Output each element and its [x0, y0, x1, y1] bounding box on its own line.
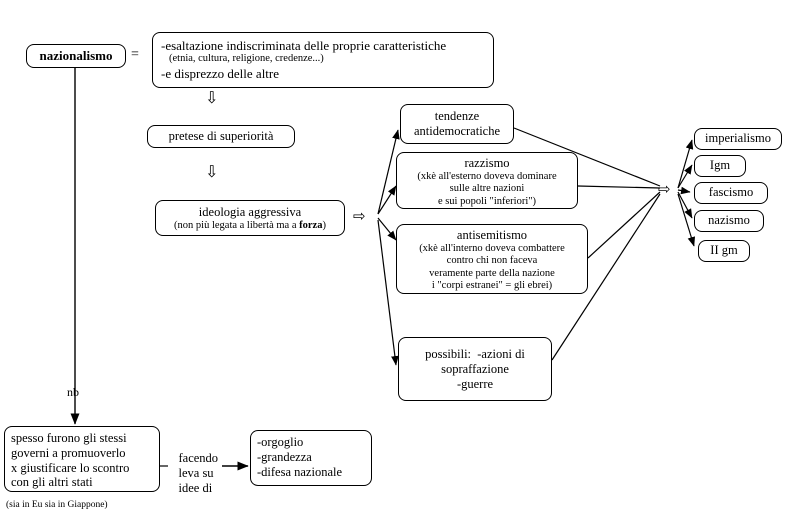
- nb-label: nb: [67, 385, 79, 399]
- node-nazionalismo[interactable]: [26, 44, 126, 68]
- definizione-line1: -esaltazione indiscriminata delle proprie caratteristiche: [161, 38, 447, 53]
- tendenze-line1: tendenze: [434, 109, 480, 123]
- down-arrow-2-icon: ⇩: [205, 162, 219, 181]
- node-nazionalismo-label: nazionalismo: [39, 48, 113, 63]
- node-antisemitismo[interactable]: [396, 224, 588, 294]
- possibili-line1: possibili: -azioni di: [425, 347, 525, 361]
- giappone-note: (sia in Eu sia in Giappone): [6, 500, 108, 510]
- equals-sign: =: [131, 47, 139, 62]
- ii-gm-label: II gm: [710, 243, 738, 257]
- ideologia-line2: [156, 220, 344, 232]
- orgoglio-line3: -difesa nazionale: [257, 464, 343, 479]
- ideologia-line1: ideologia aggressiva: [198, 205, 302, 219]
- nazismo-label: nazismo: [708, 213, 750, 227]
- node-razzismo[interactable]: [396, 152, 578, 209]
- governi-line2: governi a promuoverlo: [11, 445, 126, 460]
- razzismo-line3: sulle altre nazioni: [449, 183, 525, 195]
- ideologia-line2-b: forza: [299, 219, 323, 231]
- possibili-line2: sopraffazione: [441, 361, 509, 376]
- imperialismo-label: imperialismo: [705, 131, 771, 145]
- node-orgoglio[interactable]: [250, 430, 372, 486]
- orgoglio-line1: -orgoglio: [257, 435, 304, 449]
- down-arrow-1-icon: ⇩: [205, 88, 219, 107]
- node-fascismo[interactable]: [694, 182, 768, 204]
- right-arrow-2-icon: ⇨: [658, 180, 671, 198]
- governi-line1: spesso furono gli stessi: [11, 431, 127, 445]
- facendo-leva-line3: idee di: [178, 481, 213, 495]
- orgoglio-line2: -grandezza: [257, 449, 312, 464]
- node-tendenze-antidemocratiche[interactable]: [400, 104, 514, 144]
- node-possibili-azioni[interactable]: [398, 337, 552, 401]
- antisemitismo-line1: antisemitismo: [456, 228, 528, 242]
- antisemitismo-line3: contro chi non faceva: [446, 255, 538, 267]
- igm-label: Igm: [709, 158, 731, 172]
- node-igm[interactable]: [694, 155, 746, 177]
- node-imperialismo[interactable]: [694, 128, 782, 150]
- node-ideologia-aggressiva[interactable]: [155, 200, 345, 236]
- ideologia-line2-a: (non più legata a libertà ma a: [174, 219, 300, 231]
- node-definizione[interactable]: [152, 32, 494, 88]
- possibili-line3: -guerre: [456, 376, 494, 391]
- razzismo-line1: razzismo: [464, 156, 510, 170]
- facendo-leva-line2: leva su: [178, 466, 214, 480]
- facendo-leva-text: [166, 436, 218, 511]
- ideologia-line2-c: ): [322, 219, 326, 231]
- facendo-leva-line1: facendo: [178, 451, 219, 465]
- antisemitismo-line4: veramente parte della nazione: [429, 267, 555, 279]
- governi-line3: x giustificare lo scontro: [11, 460, 130, 475]
- governi-line4: con gli altri stati: [11, 475, 93, 490]
- node-governi[interactable]: [4, 426, 160, 492]
- right-arrow-1-icon: ⇨: [353, 207, 366, 225]
- definizione-line2: (etnia, cultura, religione, credenze...): [169, 53, 324, 65]
- fascismo-label: fascismo: [708, 185, 754, 199]
- node-pretese-superiorita[interactable]: [147, 125, 295, 148]
- node-ii-gm[interactable]: [698, 240, 750, 262]
- razzismo-line4: e sui popoli "inferiori"): [437, 195, 537, 207]
- antisemitismo-line5: i "corpi estranei" = gli ebrei): [431, 279, 553, 291]
- razzismo-line2: (xkè all'esterno doveva dominare: [417, 170, 557, 182]
- tendenze-line2: antidemocratiche: [413, 123, 501, 138]
- pretese-label: pretese di superiorità: [168, 129, 274, 143]
- antisemitismo-line2: (xkè all'interno doveva combattere: [419, 242, 565, 254]
- node-nazismo[interactable]: [694, 210, 764, 232]
- definizione-line3: -e disprezzo delle altre: [161, 65, 280, 81]
